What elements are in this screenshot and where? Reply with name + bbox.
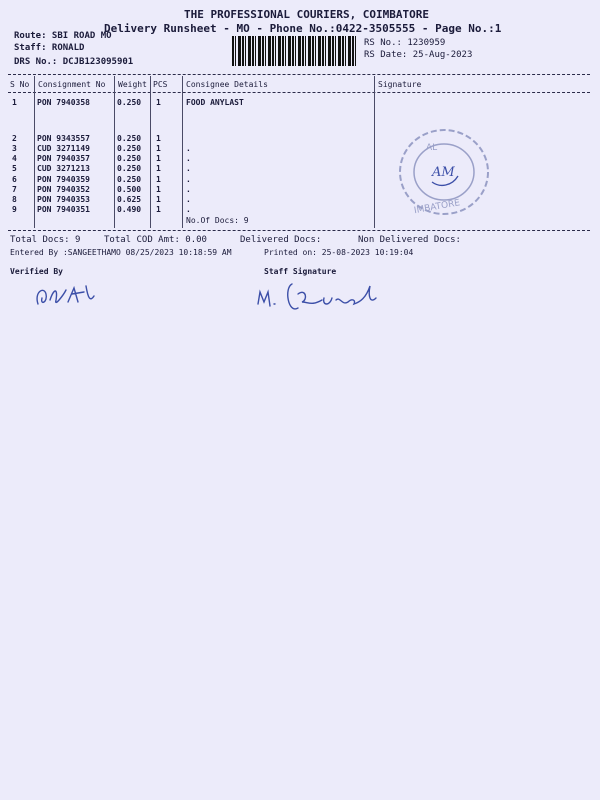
stamp-initials: AM: [432, 165, 455, 180]
row-consignment-no: PON 7940353: [37, 195, 90, 204]
row-pcs: 1: [156, 205, 161, 214]
no-of-docs: No.Of Docs: 9: [186, 216, 249, 225]
row-consignment-no: CUD 3271149: [37, 144, 90, 153]
route-label: Route: SBI ROAD MO: [14, 31, 112, 41]
staff-label: Staff: RONALD: [14, 43, 85, 53]
column-divider: [114, 76, 115, 228]
stamp-text-top: AL: [426, 143, 438, 153]
column-divider: [34, 76, 35, 228]
row-consignee: FOOD ANYLAST: [186, 98, 244, 107]
row-consignee: .: [186, 175, 191, 184]
total-cod-amount: Total COD Amt: 0.00: [104, 235, 207, 245]
row-pcs: 1: [156, 98, 161, 107]
column-header-consignee: Consignee Details: [186, 80, 268, 89]
verified-by-label: Verified By: [10, 267, 63, 276]
row-consignee: .: [186, 144, 191, 153]
row-consignment-no: PON 7940357: [37, 154, 90, 163]
column-divider: [150, 76, 151, 228]
document-subtitle: Delivery Runsheet - MO - Phone No.:0422-3505555 - Page No.:1: [104, 22, 502, 35]
non-delivered-docs: Non Delivered Docs:: [358, 235, 461, 245]
row-sno: 3: [12, 144, 17, 153]
rs-date: RS Date: 25-Aug-2023: [364, 50, 473, 60]
row-sno: 9: [12, 205, 17, 214]
row-consignment-no: PON 7940352: [37, 185, 90, 194]
row-consignee: .: [186, 195, 191, 204]
row-consignee: .: [186, 154, 191, 163]
row-consignment-no: PON 7940351: [37, 205, 90, 214]
row-sno: 1: [12, 98, 17, 107]
row-consignee: .: [186, 205, 191, 214]
total-docs: Total Docs: 9: [10, 235, 81, 245]
row-weight: 0.250: [117, 98, 142, 107]
document-title: THE PROFESSIONAL COURIERS, COIMBATORE: [184, 8, 430, 21]
staff-signature: [252, 278, 392, 318]
row-weight: 0.250: [117, 154, 142, 163]
column-header-pcs: PCS: [153, 80, 168, 89]
column-divider: [374, 76, 375, 228]
barcode: [232, 36, 356, 66]
row-pcs: 1: [156, 175, 161, 184]
row-weight: 0.500: [117, 185, 142, 194]
delivered-docs: Delivered Docs:: [240, 235, 322, 245]
row-consignment-no: PON 9343557: [37, 134, 90, 143]
row-sno: 2: [12, 134, 17, 143]
row-sno: 7: [12, 185, 17, 194]
row-sno: 8: [12, 195, 17, 204]
row-pcs: 1: [156, 185, 161, 194]
column-header-signature: Signature: [378, 80, 422, 89]
staff-signature-label: Staff Signature: [264, 267, 337, 276]
column-header-sno: S No: [10, 80, 30, 89]
row-pcs: 1: [156, 154, 161, 163]
row-consignment-no: PON 7940359: [37, 175, 90, 184]
row-pcs: 1: [156, 164, 161, 173]
row-pcs: 1: [156, 195, 161, 204]
table-header-border: [8, 92, 590, 93]
printed-on: Printed on: 25-08-2023 10:19:04: [264, 248, 414, 257]
row-consignment-no: CUD 3271213: [37, 164, 90, 173]
row-consignee: .: [186, 185, 191, 194]
row-consignment-no: PON 7940358: [37, 98, 90, 107]
verifier-signature: [30, 280, 110, 312]
row-weight: 0.250: [117, 175, 142, 184]
table-top-border: [8, 74, 590, 75]
stamp-text-bottom: IMBATORE: [413, 198, 461, 217]
row-sno: 4: [12, 154, 17, 163]
row-pcs: 1: [156, 134, 161, 143]
row-consignee: .: [186, 164, 191, 173]
drs-number: DRS No.: DCJB123095901: [14, 57, 134, 67]
row-weight: 0.250: [117, 164, 142, 173]
row-weight: 0.490: [117, 205, 142, 214]
company-stamp: [396, 126, 492, 218]
column-header-weight: Weight: [118, 80, 147, 89]
table-bottom-border: [8, 230, 590, 231]
row-sno: 6: [12, 175, 17, 184]
row-weight: 0.250: [117, 144, 142, 153]
row-pcs: 1: [156, 144, 161, 153]
column-divider: [182, 76, 183, 228]
row-weight: 0.625: [117, 195, 142, 204]
row-weight: 0.250: [117, 134, 142, 143]
rs-number: RS No.: 1230959: [364, 38, 446, 48]
entered-by: Entered By :SANGEETHAMO 08/25/2023 10:18:59 AM: [10, 248, 232, 257]
row-sno: 5: [12, 164, 17, 173]
column-header-consignment: Consignment No: [38, 80, 106, 89]
